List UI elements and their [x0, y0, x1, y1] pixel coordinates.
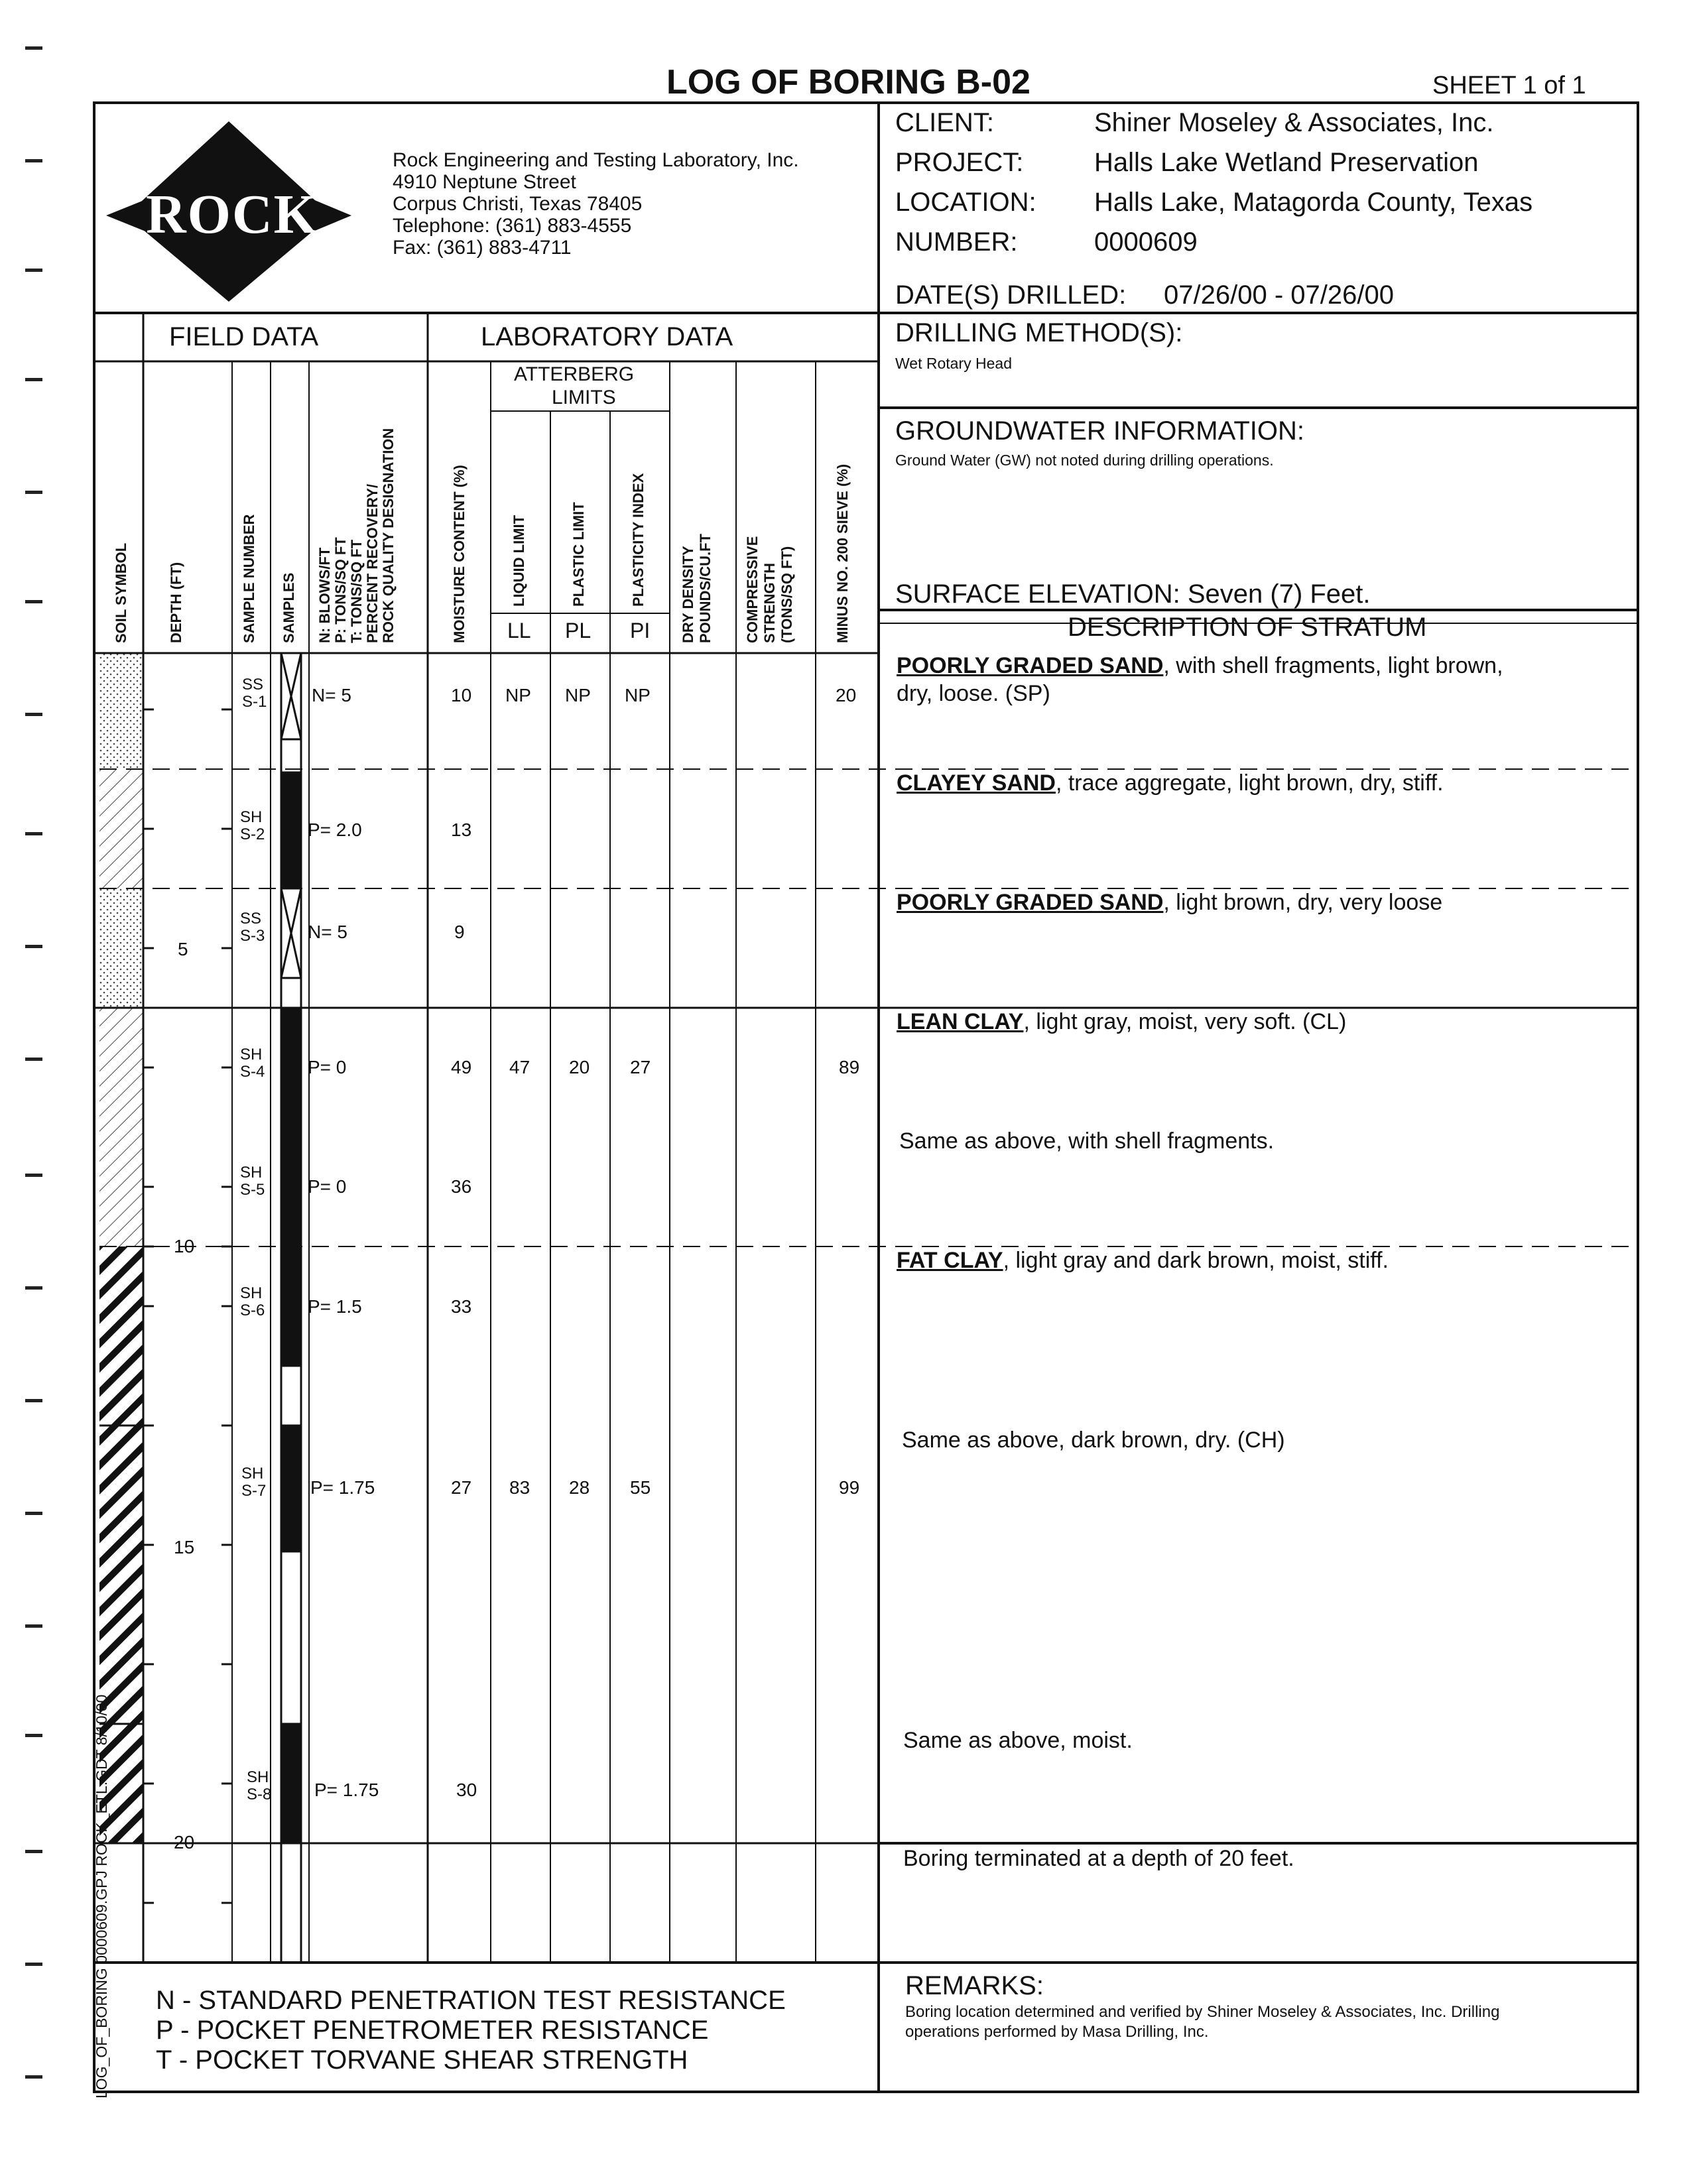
remarks-label: REMARKS:	[905, 1971, 1044, 2000]
project-label: PROJECT:	[895, 148, 1024, 177]
minus200-header: MINUS NO. 200 SIEVE (%)	[834, 463, 851, 643]
plasticity-index-header: PLASTICITY INDEX	[630, 473, 647, 607]
depth-label: 10	[174, 1236, 195, 1256]
location-label: LOCATION:	[895, 188, 1036, 217]
sample-value: P= 0	[308, 1057, 347, 1077]
client-value: Shiner Moseley & Associates, Inc.	[1094, 108, 1494, 137]
depth-label: 15	[174, 1537, 195, 1557]
sample-value: P= 1.75	[310, 1477, 375, 1498]
depth-header: DEPTH (FT)	[168, 562, 184, 643]
stratum-text: , light brown, dry, very loose	[1163, 890, 1443, 915]
legend-item: P - POCKET PENETROMETER RESISTANCE	[156, 2016, 709, 2045]
liquid-limit-header: LIQUID LIMIT	[511, 515, 527, 607]
compressive-header-line: (TONS/SQ FT)	[779, 546, 795, 643]
sample-value: P= 1.75	[314, 1780, 379, 1800]
pi-value: NP	[625, 685, 651, 705]
dry-density-header	[680, 534, 714, 643]
stratum-description	[897, 652, 1503, 707]
pi-value: 27	[630, 1057, 651, 1077]
moisture-value: 49	[451, 1057, 472, 1077]
sample-type: SS	[242, 676, 264, 694]
sample-type: SH	[241, 1465, 264, 1483]
sample-id: S-6	[240, 1302, 265, 1319]
remarks-line: operations performed by Masa Drilling, Inc.	[905, 2023, 1209, 2041]
ll-value: 83	[509, 1477, 531, 1498]
stratum-name: POORLY GRADED SAND	[897, 890, 1164, 915]
atterberg-limits-header: LIMITS	[552, 387, 616, 408]
pi-header: PI	[630, 619, 651, 642]
sample-type: SH	[240, 1046, 263, 1063]
ll-value: NP	[505, 685, 531, 705]
drilling-method-value: Wet Rotary Head	[895, 355, 1012, 372]
moisture-value: 30	[456, 1780, 477, 1800]
blows-header-line: N: BLOWS/FT	[316, 547, 333, 643]
company-phone: Telephone: (361) 883-4555	[393, 215, 632, 237]
legend-item: T - POCKET TORVANE SHEAR STRENGTH	[156, 2045, 688, 2075]
sample-type: SS	[240, 910, 262, 928]
sample-id: S-4	[240, 1063, 265, 1081]
field-data-header: FIELD DATA	[169, 322, 319, 351]
stratum-description	[897, 891, 1442, 914]
sample-type: SH	[240, 1164, 263, 1182]
company-info	[393, 149, 799, 259]
minus200-value: 99	[839, 1477, 860, 1498]
stratum-description	[897, 1249, 1389, 1272]
sample-id: S-7	[241, 1482, 267, 1500]
stratum-name: POORLY GRADED SAND	[897, 653, 1164, 678]
company-name: Rock Engineering and Testing Laboratory, Inc.	[393, 149, 799, 171]
drilling-method-label: DRILLING METHOD(S):	[895, 318, 1183, 347]
compressive-strength-header	[744, 536, 796, 643]
compressive-header-line: COMPRESSIVE	[744, 536, 761, 643]
moisture-value: 27	[451, 1477, 472, 1498]
blows-header-line: PERCENT RECOVERY/	[364, 483, 381, 643]
stratum-name: CLAYEY SAND	[897, 770, 1056, 796]
sample-id: S-5	[240, 1181, 265, 1199]
sample-id: S-3	[240, 927, 265, 945]
remarks-line: Boring location determined and verified by Shiner Moseley & Associates, Inc. Drilling	[905, 2003, 1500, 2021]
minus200-value: 20	[836, 685, 857, 705]
ll-header: LL	[507, 619, 531, 642]
company-street: 4910 Neptune Street	[393, 171, 576, 193]
location-value: Halls Lake, Matagorda County, Texas	[1094, 188, 1533, 217]
dry-density-header-line: POUNDS/CU.FT	[697, 534, 714, 643]
depth-label: 20	[174, 1832, 195, 1852]
sample-value: P= 0	[308, 1176, 347, 1197]
moisture-header: MOISTURE CONTENT (%)	[451, 465, 468, 643]
stratum-text: , trace aggregate, light brown, dry, stiff.	[1055, 770, 1444, 796]
stratum-description	[897, 772, 1444, 794]
blows-header-line: T: TONS/SQ FT	[348, 539, 365, 643]
sample-number-header: SAMPLE NUMBER	[241, 514, 257, 643]
sample-id: S-2	[240, 825, 265, 843]
sample-id: S-8	[247, 1786, 272, 1803]
stratum-description: Boring terminated at a depth of 20 feet.	[903, 1846, 1294, 1871]
stratum-name: LEAN CLAY	[897, 1009, 1024, 1034]
sample-bars	[281, 653, 301, 1963]
pl-value: 28	[569, 1477, 590, 1498]
pl-value: 20	[569, 1057, 590, 1077]
blows-header-line: P: TONS/SQ FT	[332, 537, 349, 643]
sample-type: SH	[240, 1284, 263, 1302]
file-reference: LOG_OF_BORING 0000609.GPJ ROCK_ETL.GDT 8/10/00	[93, 1694, 110, 2098]
stratum-text: dry, loose. (SP)	[897, 681, 1050, 706]
dry-density-header-line: DRY DENSITY	[680, 546, 696, 643]
stratum-description: Same as above, dark brown, dry. (CH)	[902, 1427, 1285, 1453]
page-title: LOG OF BORING B-02	[666, 63, 1031, 101]
pl-value: NP	[565, 685, 591, 705]
stratum-description: Same as above, with shell fragments.	[899, 1128, 1275, 1154]
stratum-text: , with shell fragments, light brown,	[1163, 653, 1503, 678]
moisture-value: 13	[451, 819, 472, 840]
sample-value: N= 5	[312, 685, 351, 705]
dates-drilled-value: 07/26/00 - 07/26/00	[1164, 280, 1394, 310]
soil-symbol-lean-clay	[99, 1008, 143, 1246]
soil-symbol-header: SOIL SYMBOL	[113, 542, 129, 643]
blows-header-line: ROCK QUALITY DESIGNATION	[380, 428, 397, 643]
blows-header	[317, 428, 397, 643]
number-value: 0000609	[1094, 227, 1198, 257]
description-header: DESCRIPTION OF STRATUM	[1068, 613, 1427, 642]
remarks-text	[905, 2002, 1499, 2042]
soil-symbol-sand	[99, 888, 143, 1008]
sample-type: SH	[240, 808, 263, 826]
moisture-value: 9	[454, 922, 465, 942]
legend-item: N - STANDARD PENETRATION TEST RESISTANCE	[156, 1986, 786, 2015]
plastic-limit-header: PLASTIC LIMIT	[570, 502, 587, 607]
sample-id: S-1	[242, 693, 267, 711]
soil-symbol-sand	[99, 653, 143, 769]
stratum-text: , light gray, moist, very soft. (CL)	[1023, 1009, 1347, 1034]
pl-header: PL	[565, 619, 592, 642]
compressive-header-line: STRENGTH	[761, 563, 778, 643]
sample-value: P= 2.0	[308, 819, 362, 840]
surface-elevation: SURFACE ELEVATION: Seven (7) Feet.	[895, 579, 1371, 609]
legend	[156, 1986, 786, 2075]
stratum-text: , light gray and dark brown, moist, stiff.	[1003, 1248, 1389, 1273]
stratum-description: Same as above, moist.	[903, 1728, 1133, 1753]
groundwater-label: GROUNDWATER INFORMATION:	[895, 416, 1304, 446]
atterberg-header: ATTERBERG	[514, 363, 635, 385]
moisture-value: 10	[451, 685, 472, 705]
samples-header: SAMPLES	[281, 572, 297, 643]
dates-drilled-label: DATE(S) DRILLED:	[895, 280, 1127, 310]
pi-value: 55	[630, 1477, 651, 1498]
stratum-description	[897, 1010, 1346, 1033]
company-city: Corpus Christi, Texas 78405	[393, 193, 643, 215]
sample-type: SH	[247, 1768, 269, 1786]
ll-value: 47	[509, 1057, 531, 1077]
moisture-value: 36	[451, 1176, 472, 1197]
minus200-value: 89	[839, 1057, 860, 1077]
number-label: NUMBER:	[895, 227, 1018, 257]
laboratory-data-header: LABORATORY DATA	[481, 322, 733, 351]
logo-text: ROCK	[146, 184, 318, 245]
sample-value: N= 5	[308, 922, 347, 942]
client-label: CLIENT:	[895, 108, 994, 137]
groundwater-value: Ground Water (GW) not noted during drilling operations.	[895, 452, 1274, 469]
company-fax: Fax: (361) 883-4711	[393, 237, 572, 259]
project-value: Halls Lake Wetland Preservation	[1094, 148, 1479, 177]
sample-value: P= 1.5	[308, 1296, 362, 1317]
moisture-value: 33	[451, 1296, 472, 1317]
sheet-number: SHEET 1 of 1	[1432, 72, 1586, 99]
depth-label: 5	[178, 939, 188, 959]
stratum-name: FAT CLAY	[897, 1248, 1003, 1273]
soil-symbol-clayey-sand	[99, 769, 143, 888]
